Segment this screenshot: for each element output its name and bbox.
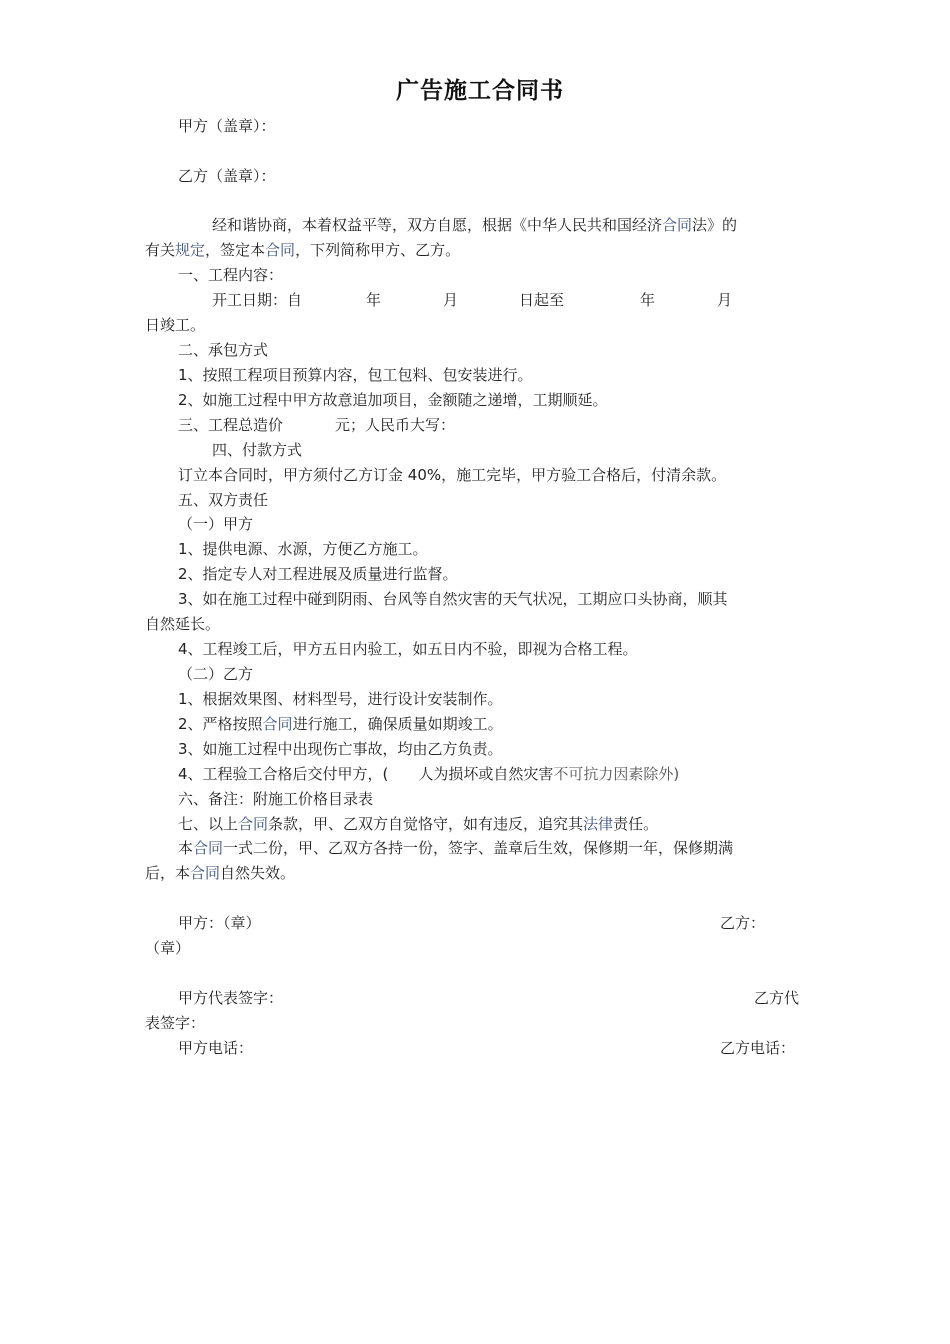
party-b-duties-heading: （二）乙方 [178, 665, 254, 683]
contract-link[interactable]: 合同 [262, 715, 293, 733]
contract-link[interactable]: 合同 [265, 241, 296, 259]
section-4-text: 订立本合同时，甲方须付乙方订金 40%，施工完毕，甲方验工合格后，付清余款。 [178, 466, 727, 484]
section-1-heading: 一、工程内容： [178, 266, 284, 284]
party-b-duty-4 [178, 764, 679, 784]
clause-text: 条款，甲、乙双方自觉恪守，如有违反，追究其 [268, 815, 584, 833]
party-a-duties-heading: （一）甲方 [178, 515, 254, 533]
start-month-label: 月 [443, 291, 459, 309]
clause-text: 责任。 [613, 815, 659, 833]
party-a-duty-1: 1、提供电源、水源，方便乙方施工。 [178, 540, 428, 558]
party-b-phone-label: 乙方电话： [720, 1039, 796, 1057]
party-a-seal-label: 甲方：（章） [178, 914, 261, 932]
section-7-text [178, 814, 658, 834]
section-3-heading: 三、工程总造价 [178, 416, 284, 434]
party-a-duty-3: 3、如在施工过程中碰到阴雨、台风等自然灾害的天气状况，工期应口头协商，顺其 [178, 590, 728, 608]
party-b-rep-cont: 表签字： [145, 1014, 206, 1032]
party-b-seal-cont: （章） [145, 939, 191, 957]
section-2-item-1: 1、按照工程项目预算内容，包工包料、包安装进行。 [178, 366, 533, 384]
section-4-heading: 四、付款方式 [212, 441, 303, 459]
intro-text: 有关 [145, 241, 176, 259]
start-from-label: 日起至 [519, 291, 565, 309]
clause-text: 七、以上 [178, 815, 239, 833]
regulation-link[interactable]: 规定 [175, 241, 206, 259]
law-link[interactable]: 法律 [583, 815, 614, 833]
party-a-label: 甲方（盖章）： [178, 117, 276, 135]
party-b-seal-label: 乙方： [720, 914, 766, 932]
section-5-heading: 五、双方责任 [178, 491, 269, 509]
document-title: 广告施工合同书 [396, 77, 564, 104]
party-b-duty-3: 3、如施工过程中出现伤亡事故，均由乙方负责。 [178, 740, 503, 758]
party-a-duty-2: 2、指定专人对工程进展及质量进行监督。 [178, 565, 458, 583]
contract-link[interactable]: 合同 [238, 815, 269, 833]
end-year-label: 年 [640, 291, 656, 309]
contract-link[interactable]: 合同 [662, 216, 693, 234]
party-a-rep-label: 甲方代表签字： [178, 989, 284, 1007]
party-b-rep-label: 乙方代 [754, 989, 800, 1007]
intro-text: ，下列简称甲方、乙方。 [295, 241, 461, 259]
closing-line-1 [178, 838, 733, 858]
intro-text: 法》的 [692, 216, 738, 234]
section-3-unit: 元；人民币大写： [335, 416, 456, 434]
end-date-label: 日竣工。 [145, 316, 206, 334]
party-a-phone-label: 甲方电话： [178, 1039, 254, 1057]
duty-text-gray: 不可抗力因素除外) [553, 765, 680, 783]
party-a-duty-3-cont: 自然延长。 [145, 615, 221, 633]
start-date-label: 开工日期：自 [212, 291, 303, 309]
party-b-label: 乙方（盖章）： [178, 167, 276, 185]
intro-text: 经和谐协商，本着权益平等，双方自愿，根据《中华人民共和国经济 [212, 216, 663, 234]
party-b-duty-2 [178, 714, 503, 734]
duty-text: 4、工程验工合格后交付甲方，( [178, 765, 389, 783]
closing-text: 一式二份，甲、乙双方各持一份，签字、盖章后生效，保修期一年，保修期满 [223, 839, 734, 857]
end-month-label: 月 [717, 291, 733, 309]
closing-text: 自然失效。 [220, 864, 296, 882]
party-b-duty-1: 1、根据效果图、材料型号，进行设计安装制作。 [178, 690, 503, 708]
contract-link[interactable]: 合同 [190, 864, 221, 882]
intro-line-2 [145, 240, 460, 260]
section-2-item-2: 2、如施工过程中甲方故意追加项目，金额随之递增，工期顺延。 [178, 391, 608, 409]
closing-text: 后，本 [145, 864, 191, 882]
intro-text: ，签定本 [205, 241, 266, 259]
closing-text: 本 [178, 839, 194, 857]
intro-line-1 [212, 215, 737, 235]
contract-link[interactable]: 合同 [193, 839, 224, 857]
section-2-heading: 二、承包方式 [178, 341, 269, 359]
duty-text: 进行施工，确保质量如期竣工。 [292, 715, 503, 733]
closing-line-2 [145, 863, 295, 883]
start-year-label: 年 [366, 291, 382, 309]
duty-text: 人为损坏或自然灾害 [418, 765, 554, 783]
section-6-heading: 六、备注：附施工价格目录表 [178, 790, 374, 808]
duty-text: 2、严格按照 [178, 715, 263, 733]
party-a-duty-4: 4、工程竣工后，甲方五日内验工，如五日内不验，即视为合格工程。 [178, 640, 638, 658]
